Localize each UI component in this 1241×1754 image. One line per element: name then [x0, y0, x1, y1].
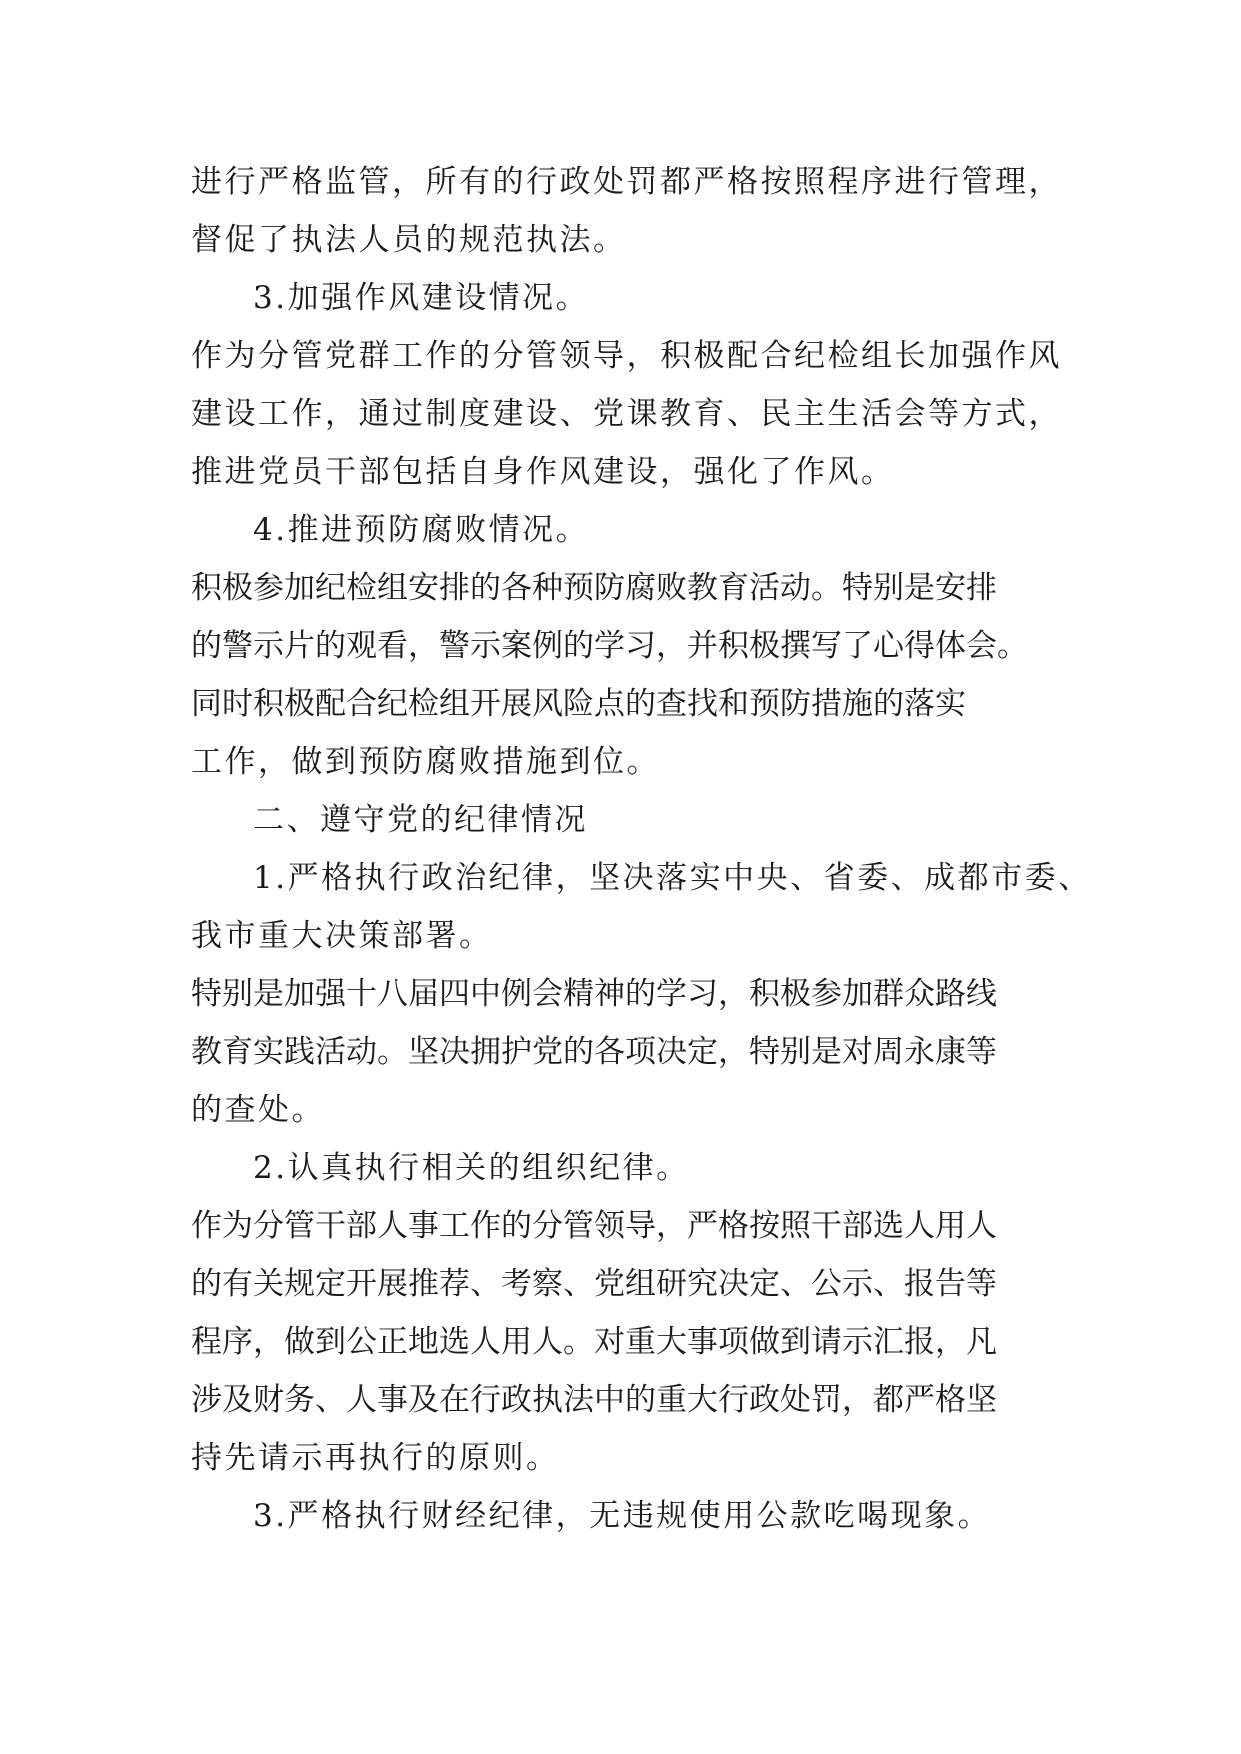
subheading: 1.严格执行政治纪律，坚决落实中央、省委、成都市委、	[253, 860, 1092, 896]
body-text-line: 持先请示再执行的原则。	[191, 1440, 560, 1476]
subheading-continuation: 我市重大决策部署。	[191, 918, 493, 954]
subheading: 3.加强作风建设情况。	[253, 280, 590, 316]
subheading: 2.认真执行相关的组织纪律。	[253, 1150, 690, 1186]
body-text-line: 的有关规定开展推荐、考察、党组研究决定、公示、报告等	[191, 1266, 997, 1302]
body-text-line: 特别是加强十八届四中例会精神的学习，积极参加群众路线	[191, 976, 997, 1012]
body-text-line: 教育实践活动。坚决拥护党的各项决定，特别是对周永康等	[191, 1034, 997, 1070]
document-page	[191, 153, 1092, 1545]
subheading: 4.推进预防腐败情况。	[253, 512, 590, 548]
body-text-line: 的警示片的观看，警示案例的学习，并积极撰写了心得体会。	[191, 628, 1028, 664]
body-text-line: 推进党员干部包括自身作风建设，强化了作风。	[191, 454, 895, 490]
body-text-line: 涉及财务、人事及在行政执法中的重大行政处罚，都严格坚	[191, 1382, 997, 1418]
subheading: 3.严格执行财经纪律，无违规使用公款吃喝现象。	[253, 1498, 992, 1534]
body-text-line: 同时积极配合纪检组开展风险点的查找和预防措施的落实	[191, 686, 966, 722]
body-text-line: 程序，做到公正地选人用人。对重大事项做到请示汇报，凡	[191, 1324, 997, 1360]
body-text-line: 积极参加纪检组安排的各种预防腐败教育活动。特别是安排	[191, 570, 997, 606]
body-text-line: 作为分管干部人事工作的分管领导，严格按照干部选人用人	[191, 1208, 997, 1244]
section-heading: 二、遵守党的纪律情况	[253, 802, 588, 838]
body-text-line: 工作，做到预防腐败措施到位。	[191, 744, 660, 780]
body-text-line: 督促了执法人员的规范执法。	[191, 222, 627, 258]
body-text-line: 进行严格监管，所有的行政处罚都严格按照程序进行管理，	[191, 164, 1062, 200]
body-text-line: 作为分管党群工作的分管领导，积极配合纪检组长加强作风	[191, 338, 1062, 374]
body-text-line: 建设工作，通过制度建设、党课教育、民主生活会等方式，	[191, 396, 1062, 432]
body-text-line: 的查处。	[191, 1092, 325, 1128]
